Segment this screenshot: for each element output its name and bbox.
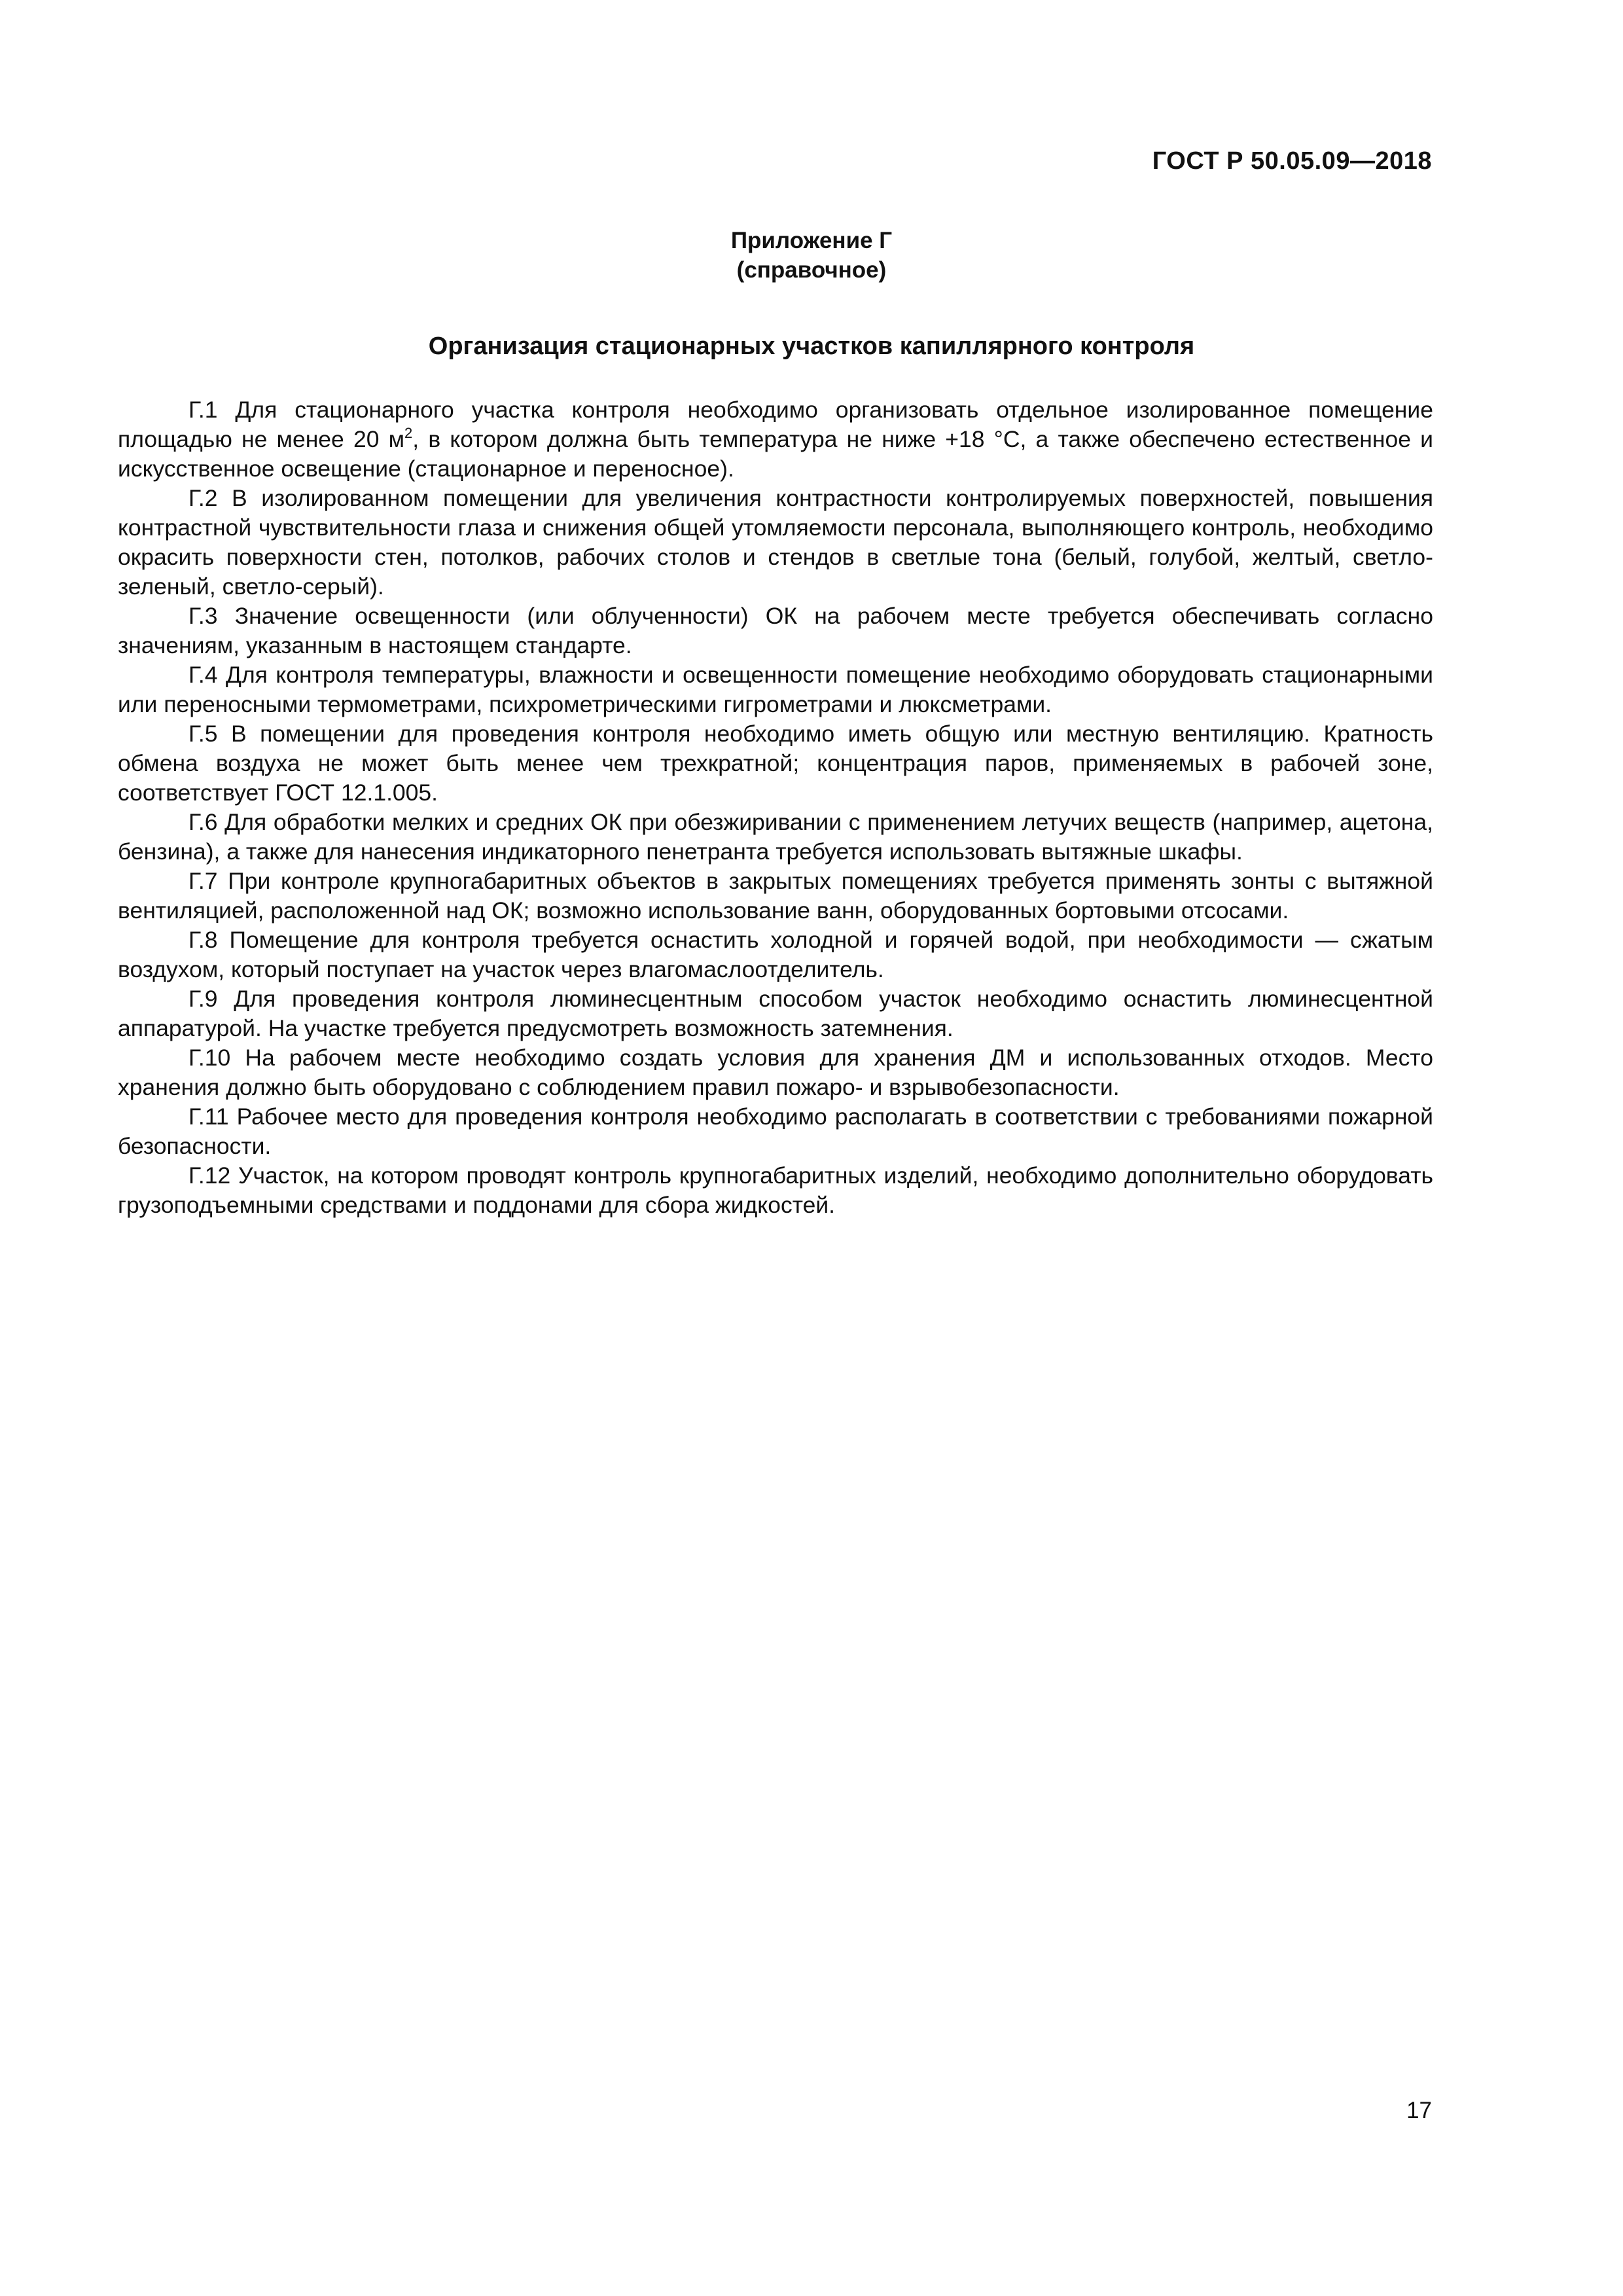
paragraph-g12: Г.12 Участок, на котором проводят контроль крупногабаритных изделий, необходимо дополнительно оборудовать грузоподъемными средствами и поддонами для сбора жидкостей.	[118, 1162, 1433, 1218]
paragraph-g1	[118, 395, 1433, 484]
paragraph-g8: Г.8 Помещение для контроля требуется оснастить холодной и горячей водой, при необходимости — сжатым воздухом, который поступает на участок через влагомаслоотделитель.	[118, 927, 1433, 982]
section-title: Организация стационарных участков капиллярного контроля	[428, 332, 1195, 360]
paragraph-g10: Г.10 На рабочем месте необходимо создать условия для хранения ДМ и использованных отходов. Место хранения должно быть оборудовано с соблюдением правил пожаро- и взрывобезопасности.	[118, 1045, 1433, 1100]
paragraph-g2: Г.2 В изолированном помещении для увеличения контрастности контролируемых поверхностей, повышения контрастной чувствительности глаза и снижения общей утомляемости персонала, выполняющего контроль, необходимо окрасить поверхности стен, потолков, рабочих столов и стендов в светлые тона (белый, голубой, желтый, светло-зеленый, светло-серый).	[118, 485, 1433, 600]
area-unit-superscript: 2	[404, 425, 413, 441]
page-number: 17	[1406, 2098, 1432, 2123]
paragraph-g6: Г.6 Для обработки мелких и средних ОК при обезжиривании с применением летучих веществ (например, ацетона, бензина), а также для нанесения индикаторного пенетранта требуется использовать вытяжные шкафы.	[118, 809, 1433, 865]
paragraph-g1-text-start: Г.1 Для стационарного участка контроля необходимо организовать отдельное изолированное помещение площадью не менее 20 м	[118, 397, 1433, 452]
document-code: ГОСТ Р 50.05.09—2018	[1152, 147, 1432, 175]
appendix-label: Приложение Г	[730, 228, 893, 253]
paragraph-g4: Г.4 Для контроля температуры, влажности и освещенности помещение необходимо оборудовать стационарными или переносными термометрами, психрометрическими гигрометрами и люксметрами.	[118, 662, 1433, 717]
appendix-heading	[0, 226, 1623, 285]
document-body	[118, 395, 1433, 1220]
paragraph-g5: Г.5 В помещении для проведения контроля необходимо иметь общую или местную вентиляцию. Кратность обмена воздуха не может быть менее чем трехкратной; концентрация паров, применяемых в рабочей зоне, соответствует ГОСТ 12.1.005.	[118, 721, 1433, 806]
paragraph-g9: Г.9 Для проведения контроля люминесцентным способом участок необходимо оснастить люминесцентной аппаратурой. На участке требуется предусмотреть возможность затемнения.	[118, 986, 1433, 1041]
appendix-status: (справочное)	[736, 257, 887, 283]
paragraph-g1-text-end: , в котором должна быть температура не ниже +18 °С, а также обеспечено естественное и искусственное освещение (стационарное и переносное).	[118, 426, 1433, 482]
paragraph-g11: Г.11 Рабочее место для проведения контроля необходимо располагать в соответствии с требованиями пожарной безопасности.	[118, 1103, 1433, 1159]
paragraph-g7: Г.7 При контроле крупногабаритных объектов в закрытых помещениях требуется применять зонты с вытяжной вентиляцией, расположенной над ОК; возможно использование ванн, оборудованных бортовыми отсосами.	[118, 868, 1433, 924]
paragraph-g3: Г.3 Значение освещенности (или облученности) ОК на рабочем месте требуется обеспечивать согласно значениям, указанным в настоящем стандарте.	[118, 603, 1433, 658]
